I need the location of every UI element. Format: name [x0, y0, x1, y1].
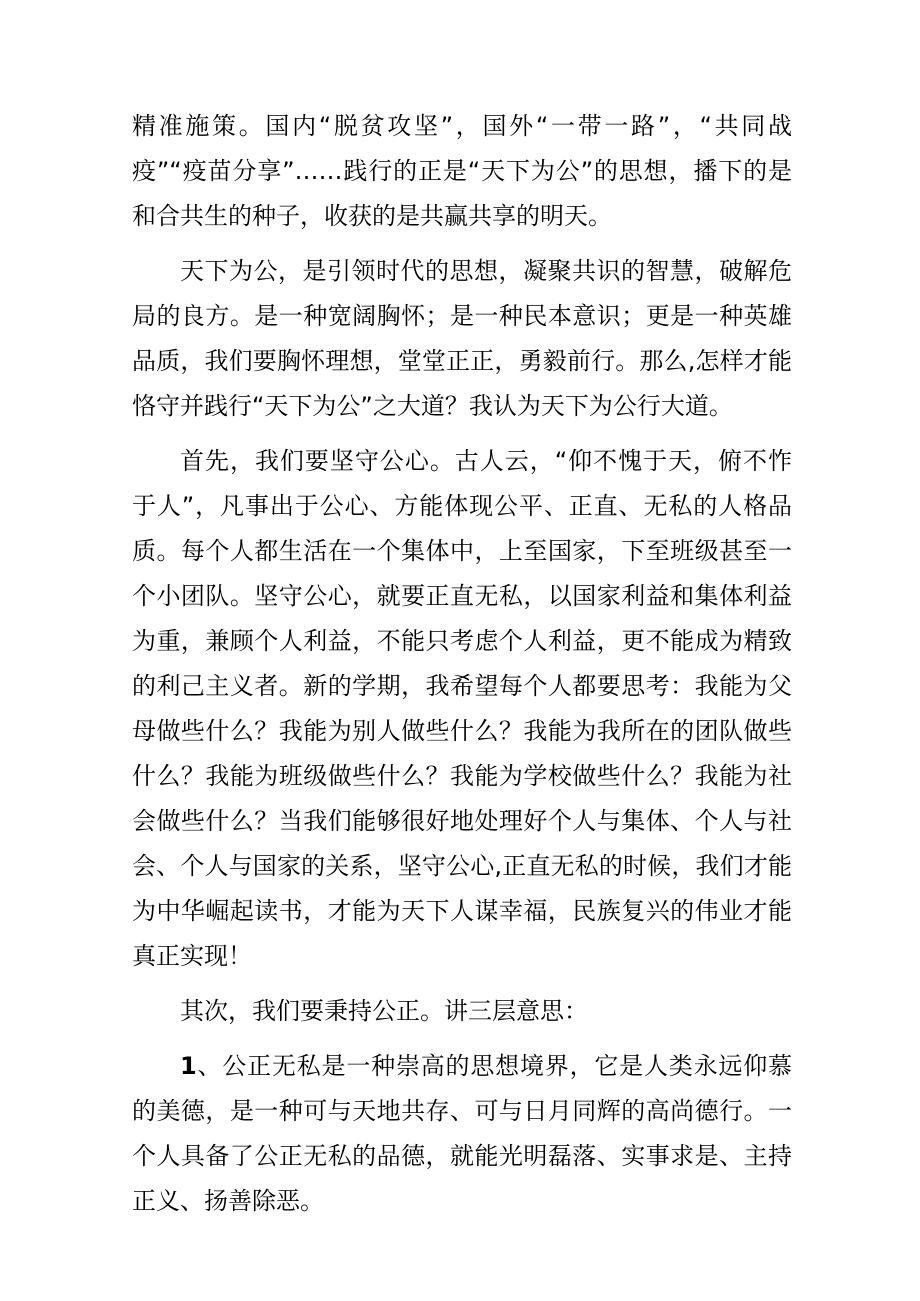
paragraph-first-point: 首先，我们要坚守公心。古人云，“仰不愧于天，俯不怍于人”，凡事出于公心、方能体现公平、正直、无私的人格品质。每个人都生活在一个集体中，上至国家，下至班级甚至一个小团队。坚守公心，就要正直无私，以国家利益和集体利益为重，兼顾个人利益，不能只考虑个人利益，更不能成为精致的利己主义者。新的学期，我希望每个人都要思考：我能为父母做些什么？我能为别人做些什么？我能为我所在的团队做些什么？我能为班级做些什么？我能为学校做些什么？我能为社会做些什么？当我们能够很好地处理好个人与集体、个人与社会、个人与国家的关系，坚守公心,正直无私的时候，我们才能为中华崛起读书，才能为天下人谋幸福，民族复兴的伟业才能真正实现！: [132, 447, 792, 970]
paragraph-continuation: 精准施策。国内“脱贫攻坚”，国外“一带一路”，“共同战疫”“疫苗分享”……践行的正是“天下为公”的思想，播下的是和合共生的种子，收获的是共赢共享的明天。: [132, 112, 792, 230]
list-number: 1: [180, 1052, 197, 1080]
paragraph-tianxia-weigong: 天下为公，是引领时代的思想，凝聚共识的智慧，破解危局的良方。是一种宽阔胸怀；是一种民本意识；更是一种英雄品质，我们要胸怀理想，堂堂正正，勇毅前行。那么,怎样才能恪守并践行“天下为公”之大道？我认为天下为公行大道。: [132, 257, 792, 420]
body-text: [132, 104, 792, 1234]
paragraph-second-point: 其次，我们要秉持公正。讲三层意思：: [180, 997, 588, 1025]
paragraph-numbered-item: [132, 1044, 792, 1224]
numbered-item-text: 、公正无私是一种崇高的思想境界，它是人类永远仰慕的美德，是一种可与天地共存、可与日月同辉的高尚德行。一个人具备了公正无私的品德，就能光明磊落、实事求是、主持正义、扬善除恶。: [132, 1052, 792, 1215]
